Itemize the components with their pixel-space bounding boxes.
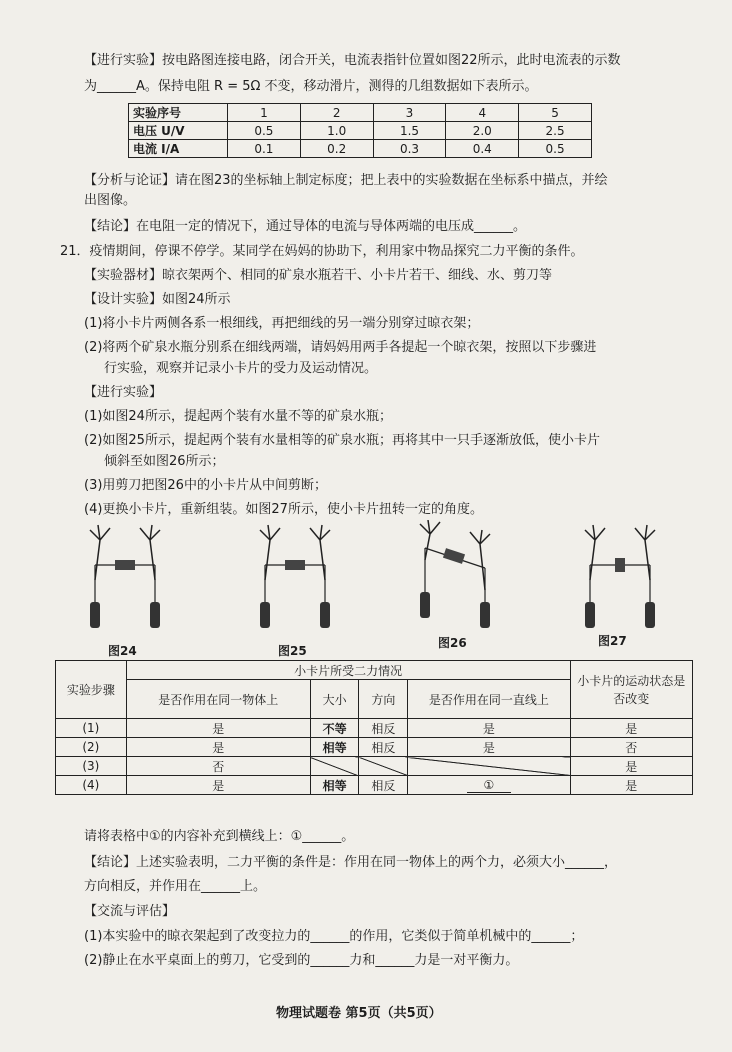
table-row-label: 实验序号 (129, 104, 228, 122)
table-row (129, 122, 592, 140)
header-same-object: 是否作用在同一物体上 (126, 680, 310, 719)
question-21-title: 21．疫情期间，停课不停学。某同学在妈妈的协助下，利用家中物品探究二力平衡的条件。 (60, 244, 584, 259)
table-row (56, 738, 693, 757)
text-line-15: 倾斜至如图26所示； (104, 454, 225, 469)
table-cell: 1.5 (373, 122, 446, 140)
cell-motion: 否 (570, 738, 692, 757)
text-line-13: (1)如图24所示，提起两个装有水量不等的矿泉水瓶； (84, 409, 392, 424)
text-line-16: (3)用剪刀把图26中的小卡片从中间剪断； (84, 478, 327, 493)
cell-step: (4) (56, 776, 127, 795)
data-table-voltage-current (128, 103, 592, 158)
cell-same: 是 (126, 719, 310, 738)
table-row (56, 757, 693, 776)
table-row (129, 104, 592, 122)
table-cell: 2.5 (519, 122, 592, 140)
cell-same: 是 (126, 738, 310, 757)
cell-same: 否 (126, 757, 310, 776)
answer-blank-1[interactable]: ① (467, 778, 511, 793)
table-cell: 3 (373, 104, 446, 122)
cell-mag: 相等 (310, 738, 359, 757)
figure-24 (70, 520, 180, 638)
conclusion-line-2: 方向相反，并作用在______上。 (84, 879, 267, 894)
cell-line: 是 (408, 719, 570, 738)
table-cell: 0.5 (519, 140, 592, 158)
text-line-5: 【结论】在电阻一定的情况下，通过导体的电流与导体两端的电压成______。 (84, 219, 527, 234)
cell-same: 是 (126, 776, 310, 795)
text-line-14: (2)如图25所示，提起两个装有水量相等的矿泉水瓶；再将其中一只手逐渐放低，使小卡片 (84, 433, 600, 448)
figure-27 (565, 520, 675, 638)
cell-dir-crossed (359, 757, 408, 776)
table-header-row (56, 661, 693, 680)
cell-step: (2) (56, 738, 127, 757)
text-line-17: (4)更换小卡片，重新组装。如图27所示，使小卡片扭转一定的角度。 (84, 502, 483, 517)
figure-26-caption: 图26 (438, 636, 467, 650)
table-cell: 0.1 (228, 140, 301, 158)
table-cell: 4 (446, 104, 519, 122)
clothes-hanger-setup-icon (70, 520, 180, 638)
figure-24-caption: 图24 (108, 644, 137, 658)
clothes-hanger-setup-twisted-icon (565, 520, 675, 638)
cell-motion: 是 (570, 757, 692, 776)
text-line-7: 【实验器材】晾衣架两个、相同的矿泉水瓶若干、小卡片若干、细线、水、剪刀等 (84, 268, 553, 283)
data-table-force-conditions (55, 660, 693, 795)
table-cell: 5 (519, 104, 592, 122)
header-step: 实验步骤 (56, 661, 127, 719)
text-line-4: 出图像。 (84, 193, 137, 208)
text-line-12: 【进行实验】 (84, 385, 163, 400)
text-line-11: 行实验，观察并记录小卡片的受力及运动情况。 (104, 361, 378, 376)
cell-step: (3) (56, 757, 127, 776)
text-line-10: (2)将两个矿泉水瓶分别系在细线两端，请妈妈用两手各提起一个晾衣架，按照以下步骤进 (84, 340, 597, 355)
cell-motion: 是 (570, 776, 692, 795)
text-line-1: 【进行实验】按电路图连接电路，闭合开关，电流表指针位置如图22所示，此时电流表的示数 (84, 53, 621, 68)
cell-line: 是 (408, 738, 570, 757)
evaluation-q2: (2)静止在水平桌面上的剪刀，它受到的______力和______力是一对平衡力。 (84, 953, 519, 968)
cell-dir: 相反 (359, 738, 408, 757)
table-cell: 0.5 (228, 122, 301, 140)
cell-dir: 相反 (359, 776, 408, 795)
cell-mag: 不等 (310, 719, 359, 738)
evaluation-q1: (1)本实验中的晾衣架起到了改变拉力的______的作用，它类似于简单机械中的______； (84, 929, 584, 944)
figure-27-caption: 图27 (598, 634, 627, 648)
text-line-2: 为______A。保持电阻 R = 5Ω 不变，移动滑片，测得的几组数据如下表所示。 (84, 79, 538, 94)
figure-row (60, 520, 680, 660)
evaluation-title: 【交流与评估】 (84, 904, 176, 919)
table-row (56, 776, 693, 795)
header-same-line: 是否作用在同一直线上 (408, 680, 570, 719)
table-cell: 1 (228, 104, 301, 122)
table-cell: 2.0 (446, 122, 519, 140)
table-row-label: 电压 U/V (129, 122, 228, 140)
cell-dir: 相反 (359, 719, 408, 738)
table-row (56, 719, 693, 738)
clothes-hanger-setup-icon (240, 520, 350, 638)
header-direction: 方向 (359, 680, 408, 719)
conclusion-line-1: 【结论】上述实验表明，二力平衡的条件是：作用在同一物体上的两个力，必须大小______， (84, 855, 618, 870)
cell-line-blank (408, 776, 570, 795)
cell-motion: 是 (570, 719, 692, 738)
table-cell: 0.4 (446, 140, 519, 158)
text-line-8: 【设计实验】如图24所示 (84, 292, 231, 307)
cell-line-crossed (408, 757, 570, 776)
table-cell: 2 (300, 104, 373, 122)
header-motion: 小卡片的运动状态是否改变 (570, 661, 692, 719)
table-cell: 0.3 (373, 140, 446, 158)
table-cell: 0.2 (300, 140, 373, 158)
figure-26 (400, 520, 510, 638)
header-force: 小卡片所受二力情况 (126, 661, 570, 680)
table-cell: 1.0 (300, 122, 373, 140)
figure-25 (240, 520, 350, 638)
table-row (129, 140, 592, 158)
cell-mag: 相等 (310, 776, 359, 795)
text-line-9: (1)将小卡片两侧各系一根细线，再把细线的另一端分别穿过晾衣架； (84, 316, 480, 331)
clothes-hanger-setup-tilted-icon (400, 520, 510, 638)
fill-in-question-1: 请将表格中①的内容补充到横线上：①______。 (84, 829, 355, 844)
cell-mag-crossed (310, 757, 359, 776)
text-line-3: 【分析与论证】请在图23的坐标轴上制定标度；把上表中的实验数据在坐标系中描点，并绘 (84, 173, 608, 188)
table-row-label: 电流 I/A (129, 140, 228, 158)
figure-25-caption: 图25 (278, 644, 307, 658)
page-footer: 物理试题卷 第5页（共5页） (276, 1006, 442, 1021)
header-magnitude: 大小 (310, 680, 359, 719)
cell-step: (1) (56, 719, 127, 738)
